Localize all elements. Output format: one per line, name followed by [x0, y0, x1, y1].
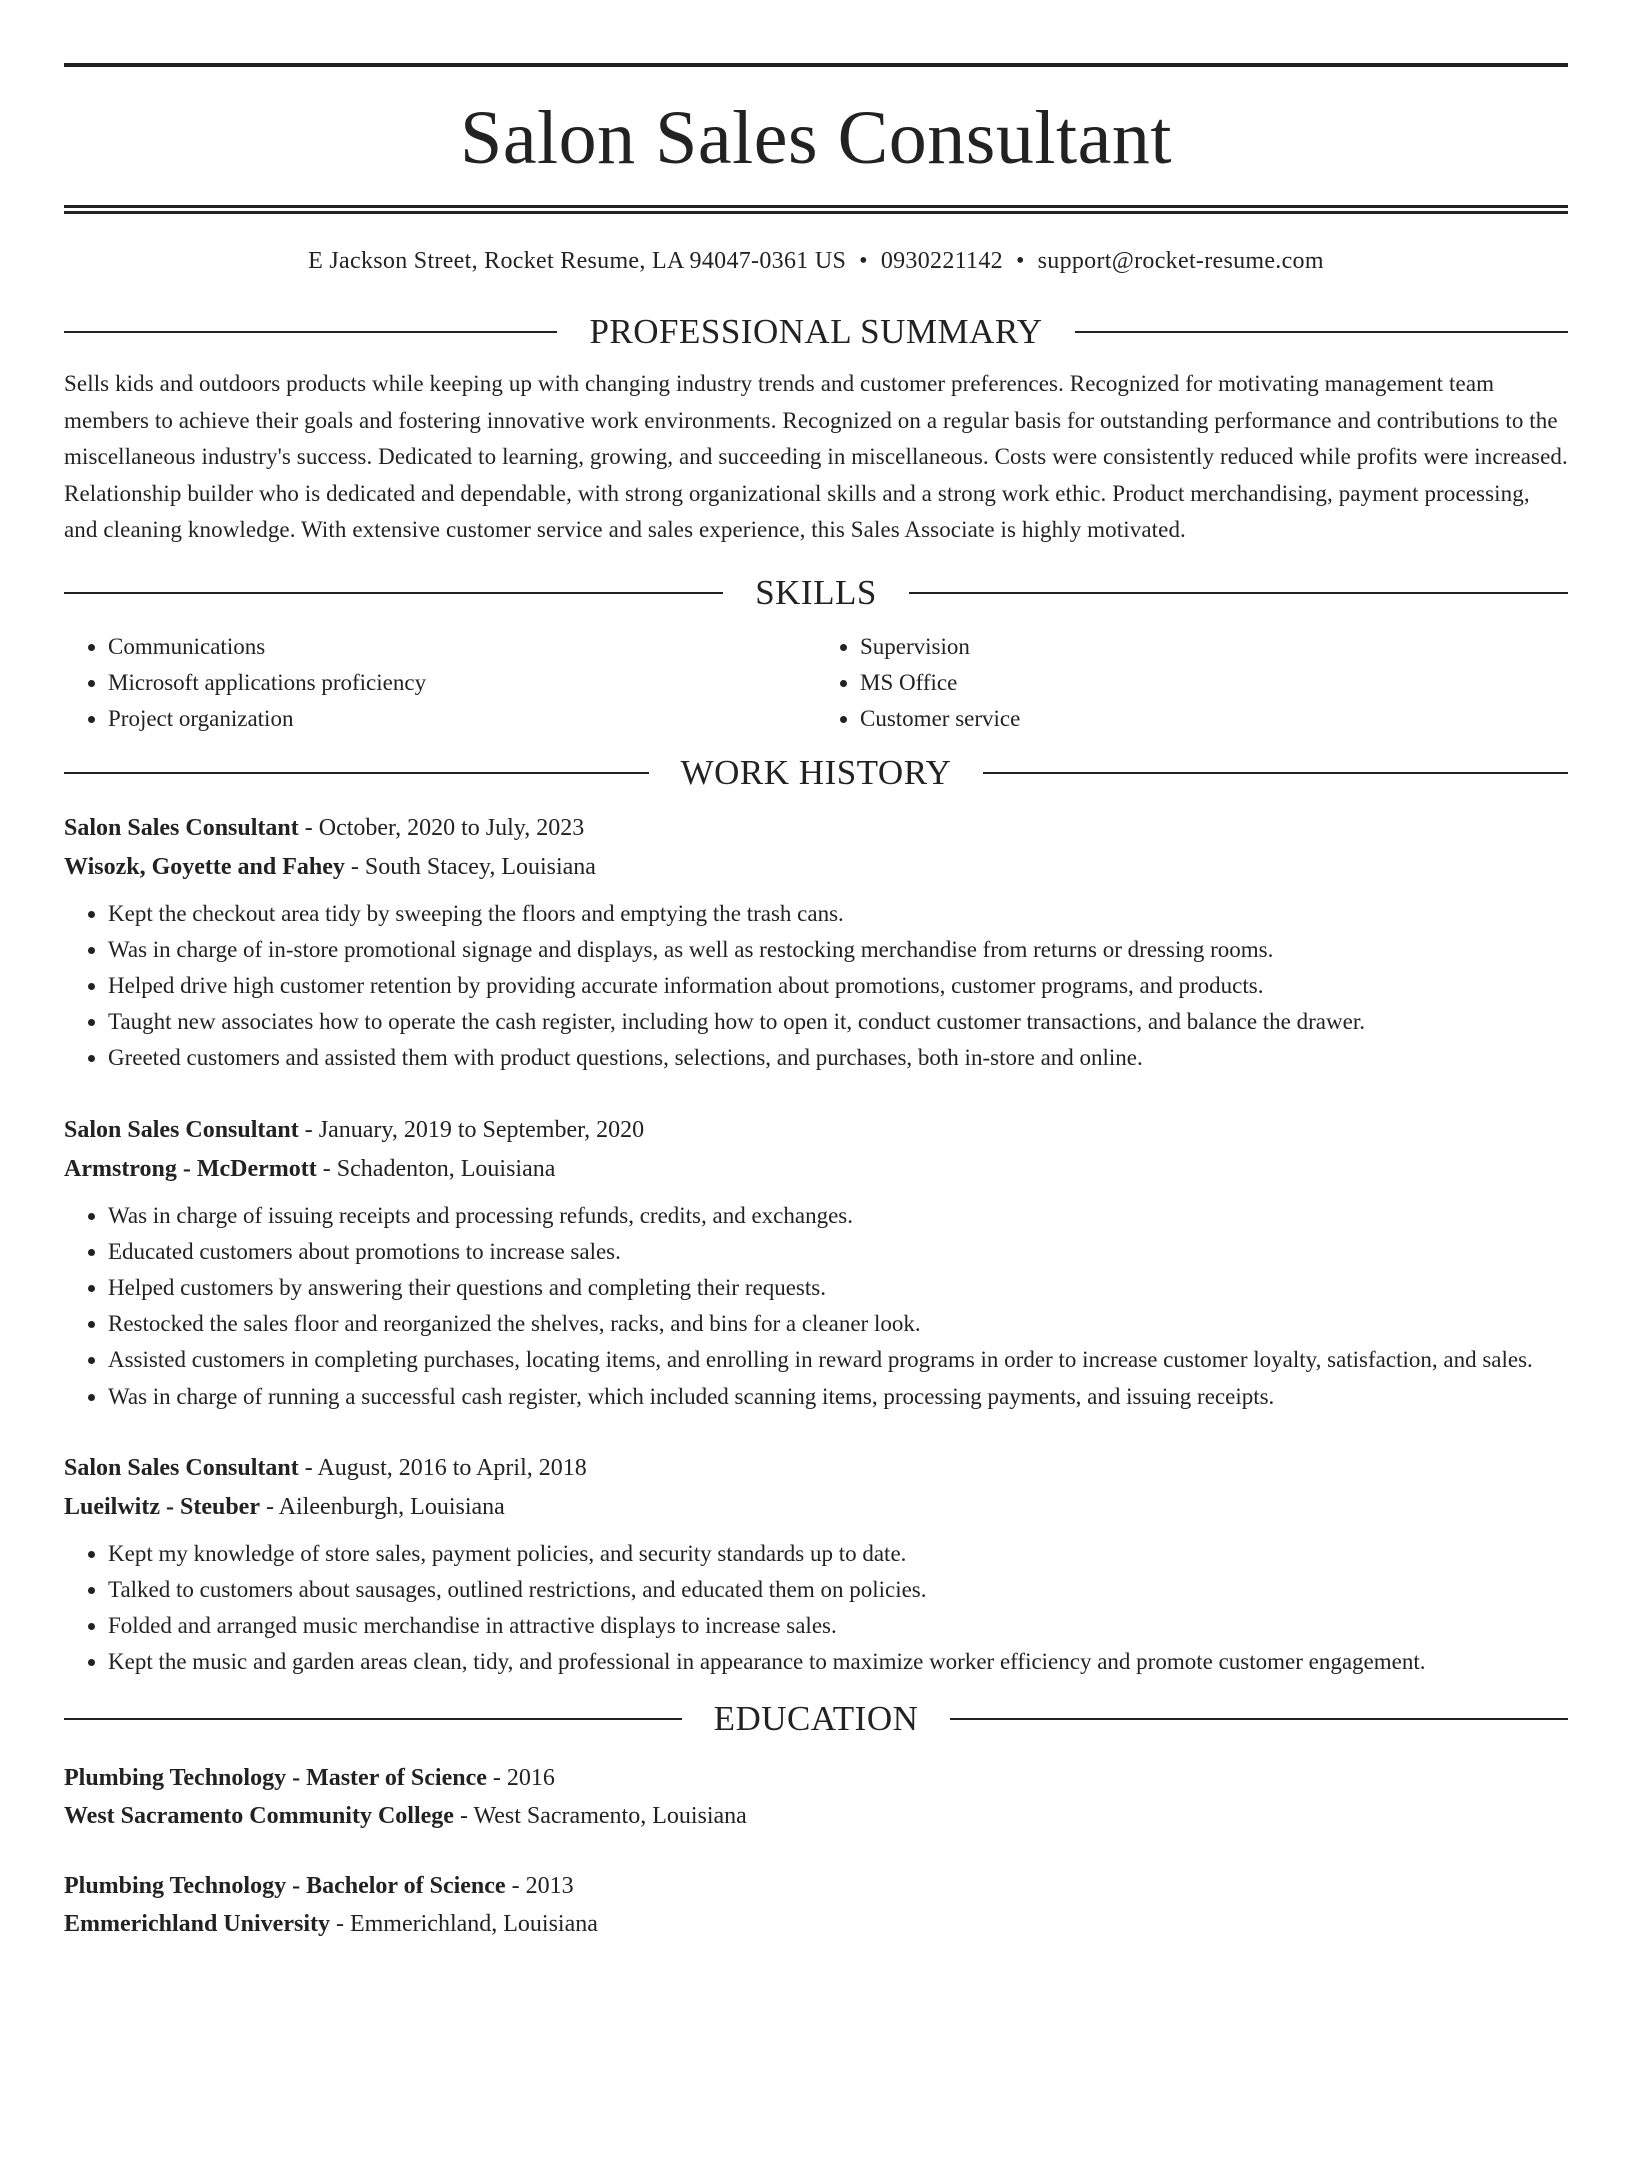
- education-location: - Emmerichland, Louisiana: [329, 1910, 598, 1937]
- job-bullet: • Helped customers by answering their questions and completing their requests.: [108, 1270, 1568, 1306]
- job-location: - South Stacey, Louisiana: [344, 853, 596, 880]
- job-bullet: • Educated customers about promotions to increase sales.: [108, 1234, 1568, 1270]
- job-bullet: • Folded and arranged music merchandise in attractive displays to increase sales.: [108, 1608, 1568, 1644]
- section-rule: [64, 331, 557, 333]
- job-dates: - October, 2020 to July, 2023: [298, 814, 585, 841]
- contact-separator: •: [859, 248, 868, 274]
- job-company-line: [64, 848, 1568, 887]
- education-degree: Plumbing Technology - Master of Science: [64, 1764, 487, 1791]
- job-bullet: • Greeted customers and assisted them with product questions, selections, and purchases, both in-store and online.: [108, 1040, 1568, 1076]
- skill-item: • Supervision: [860, 629, 1568, 665]
- education-school: Emmerichland University: [64, 1910, 330, 1937]
- job-entry: [64, 809, 1568, 1077]
- education-year: - 2016: [486, 1764, 555, 1791]
- skill-item: • MS Office: [860, 665, 1568, 701]
- section-title: PROFESSIONAL SUMMARY: [589, 312, 1043, 351]
- section-header-skills: [64, 571, 1568, 615]
- resume-name: Salon Sales Consultant: [460, 96, 1172, 180]
- contact-phone: 0930221142: [880, 248, 1003, 274]
- top-rule: [64, 63, 1568, 67]
- job-title-line: [64, 1449, 1568, 1488]
- job-dates: - August, 2016 to April, 2018: [298, 1454, 587, 1481]
- double-rule: [64, 205, 1568, 214]
- section-header-summary: [64, 310, 1568, 354]
- job-bullet: • Was in charge of running a successful cash register, which included scanning items, processing payments, and issuing receipts.: [108, 1379, 1568, 1415]
- job-role: Salon Sales Consultant: [64, 814, 299, 841]
- section-rule: [909, 592, 1568, 594]
- education-degree-line: [64, 1759, 1568, 1797]
- education-degree: Plumbing Technology - Bachelor of Science: [64, 1872, 506, 1899]
- job-company: Armstrong - McDermott: [64, 1155, 317, 1182]
- job-bullet: • Kept my knowledge of store sales, payment policies, and security standards up to date.: [108, 1536, 1568, 1572]
- skills-column-right: [816, 629, 1568, 737]
- job-location: - Aileenburgh, Louisiana: [259, 1493, 505, 1520]
- section-title: EDUCATION: [713, 1698, 919, 1738]
- job-company-line: [64, 1488, 1568, 1527]
- job-bullet: • Assisted customers in completing purchases, locating items, and enrolling in reward programs in order to increase customer loyalty, satisfaction, and sales.: [108, 1342, 1568, 1378]
- skill-item: • Project organization: [108, 701, 816, 737]
- section-title: SKILLS: [755, 572, 877, 612]
- skills-list: [64, 629, 1568, 737]
- job-bullet: • Was in charge of in-store promotional signage and displays, as well as restocking merchandise from returns or dressing rooms.: [108, 932, 1568, 968]
- job-bullet: • Taught new associates how to operate the cash register, including how to open it, conduct customer transactions, and balance the drawer.: [108, 1004, 1568, 1040]
- summary-text: Sells kids and outdoors products while keeping up with changing industry trends and customer preferences. Recognized for motivating management team members to achieve their goals and fostering innovative work environments. Recognized on a regular basis for outstanding performance and contributions to the miscellaneous industry's success. Dedicated to learning, growing, and succeeding in miscellaneous. Costs were consistently reduced while profits were increased. Relationship builder who is dedicated and dependable, with strong organizational skills and a strong work ethic. Product merchandising, payment processing, and cleaning knowledge. With extensive customer service and sales experience, this Sales Associate is highly motivated.: [64, 371, 1568, 542]
- resume-page: [0, 63, 1632, 2175]
- job-title-line: [64, 809, 1568, 848]
- section-rule: [64, 592, 723, 594]
- job-company: Lueilwitz - Steuber: [64, 1493, 260, 1520]
- section-rule: [64, 1718, 682, 1720]
- section-rule: [983, 772, 1568, 774]
- job-company: Wisozk, Goyette and Fahey: [64, 853, 345, 880]
- job-bullets: [64, 896, 1568, 1077]
- skill-item: • Microsoft applications proficiency: [108, 665, 816, 701]
- education-entry: [64, 1759, 1568, 1835]
- job-bullet: • Helped drive high customer retention by providing accurate information about promotions, customer programs, and products.: [108, 968, 1568, 1004]
- education-year: - 2013: [505, 1872, 574, 1899]
- job-bullet: • Talked to customers about sausages, outlined restrictions, and educated them on policies.: [108, 1572, 1568, 1608]
- education-school: West Sacramento Community College: [64, 1802, 454, 1829]
- section-title: WORK HISTORY: [680, 752, 952, 792]
- job-bullets: [64, 1198, 1568, 1415]
- education-entry: [64, 1867, 1568, 1943]
- section-header-education: [64, 1697, 1568, 1741]
- contact-address: E Jackson Street, Rocket Resume, LA 94047-0361 US: [308, 248, 847, 274]
- job-dates: - January, 2019 to September, 2020: [298, 1116, 645, 1143]
- job-role: Salon Sales Consultant: [64, 1454, 299, 1481]
- job-entry: [64, 1111, 1568, 1415]
- section-rule: [950, 1718, 1568, 1720]
- job-bullet: • Was in charge of issuing receipts and processing refunds, credits, and exchanges.: [108, 1198, 1568, 1234]
- education-degree-line: [64, 1867, 1568, 1905]
- education-school-line: [64, 1797, 1568, 1835]
- contact-line: [64, 246, 1568, 276]
- skills-column-left: [64, 629, 816, 737]
- job-location: - Schadenton, Louisiana: [316, 1155, 556, 1182]
- contact-separator: •: [1015, 248, 1025, 274]
- education-school-line: [64, 1905, 1568, 1943]
- section-header-work: [64, 751, 1568, 795]
- job-bullet: • Kept the checkout area tidy by sweeping the floors and emptying the trash cans.: [108, 896, 1568, 932]
- job-bullets: [64, 1536, 1568, 1681]
- job-company-line: [64, 1150, 1568, 1189]
- skill-item: • Customer service: [860, 701, 1568, 737]
- job-role: Salon Sales Consultant: [64, 1116, 299, 1143]
- job-title-line: [64, 1111, 1568, 1150]
- section-rule: [64, 772, 649, 774]
- contact-email: support@rocket-resume.com: [1037, 248, 1324, 274]
- job-bullet: • Kept the music and garden areas clean, tidy, and professional in appearance to maximize worker efficiency and promote customer engagement.: [108, 1644, 1568, 1680]
- education-location: - West Sacramento, Louisiana: [453, 1802, 747, 1829]
- section-rule: [1075, 331, 1568, 333]
- job-entry: [64, 1449, 1568, 1681]
- skill-item: • Communications: [108, 629, 816, 665]
- job-bullet: • Restocked the sales floor and reorganized the shelves, racks, and bins for a cleaner look.: [108, 1306, 1568, 1342]
